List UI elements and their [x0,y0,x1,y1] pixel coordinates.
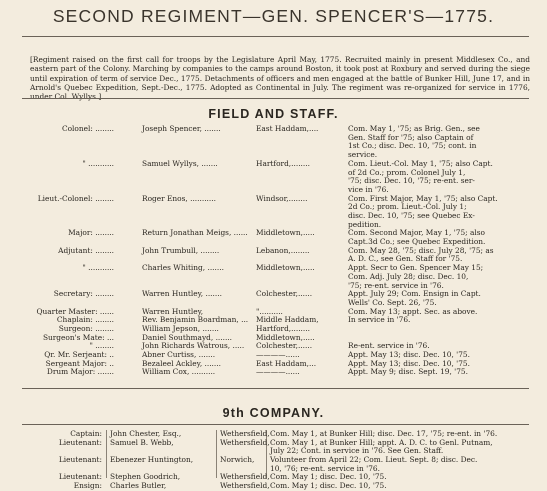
staff-service-line: Com. Lieut.-Col. May 1, '75; also Capt. [348,158,493,168]
staff-name: William Jepson, ....... [142,324,219,334]
staff-service-line: pedition. [348,219,382,229]
staff-service-line: Com. May 28, '75; disc. July 28, '75; as [348,245,494,255]
staff-role: " ........... [82,158,114,168]
company-service-line: Com. May 1; disc. Dec. 10, '75. [270,481,387,491]
staff-service-line: Appt. May 13; disc. Dec. 10, '75. [348,358,470,368]
staff-service [348,195,524,230]
field-staff-heading: FIELD AND STAFF. [208,107,339,121]
staff-role: Colonel: ........ [61,124,114,133]
staff-town: Colchester,...... [256,341,313,351]
page-title: SECOND REGIMENT—GEN. SPENCER'S—1775. [52,6,495,26]
staff-name: Bezaleel Ackley, ....... [142,358,221,368]
staff-town: Colchester,...... [256,289,313,299]
staff-role: Surgeon: ........ [58,324,114,334]
staff-service-line: Appt. July 29; Com. Ensign in Capt. [348,289,481,299]
company-service-line: 10, '76; re-ent. service in '76. [270,463,380,473]
staff-town: East Haddam,.... [256,124,319,133]
company-role: Lieutenant: [58,455,102,465]
company-row [0,439,547,456]
company-service-line: Com. May 1, at Bunker Hill; disc. Dec. 17, '75; re-ent. in '76. [270,429,498,438]
staff-service-line: vice in '76. [348,184,389,194]
staff-row [0,264,547,290]
staff-row [0,368,547,377]
staff-service-line: Re-ent. service in '76. [348,341,430,351]
staff-role: Qr. Mr. Serjeant: .. [44,350,114,360]
staff-town: Middletown,..... [256,228,315,238]
staff-name: Return Jonathan Meigs, ...... [142,228,248,238]
company-service [270,456,535,473]
staff-town: Middletown,..... [256,332,315,342]
company-name: Stephen Goodrich, [110,472,181,482]
staff-name: Charles Whiting, ....... [142,263,224,273]
staff-service-line: Capt.3d Co.; see Quebec Expedition. [348,237,486,247]
staff-service-line: Com. Second Major, May 1, '75; also [348,228,485,238]
staff-role: Lieut.-Colonel: ........ [37,193,114,203]
staff-name: Roger Enos, ........... [142,193,216,203]
staff-row [0,229,547,246]
staff-town: Middletown,..... [256,263,315,273]
staff-town: ".......... [256,306,283,316]
company-name: Ebenezer Huntington, [110,455,194,465]
staff-row [0,290,547,307]
staff-service-line: Appt. Secr to Gen. Spencer May 15; [348,263,484,273]
staff-service-line: Com. First Major, May 1, '75; also Capt. [348,193,498,203]
staff-role: " ........ [89,341,114,351]
staff-name: Abner Curtiss, ....... [142,350,216,360]
staff-service-line: A. D. C., see Gen. Staff for '75. [348,254,463,264]
staff-town: Hartford,........ [256,158,310,168]
staff-service [348,368,524,377]
staff-service [348,290,524,307]
staff-role: Adjutant: ........ [58,245,114,255]
company-role: Ensign: [73,481,102,491]
staff-town: ————...... [256,350,300,360]
company-role: Lieutenant: [58,437,102,447]
staff-town: East Haddam,... [256,358,317,368]
staff-town: Lebanon,........ [256,245,310,255]
staff-service-line: of 2d Co.; prom. Colonel July 1, [348,167,466,177]
company-heading-rule [22,424,529,425]
staff-name: Daniel Southmayd, ....... [142,332,233,342]
staff-service-line: '75; disc. Dec. 10, '75; re-ent. ser- [348,176,475,186]
staff-name: William Cox, .......... [142,367,216,377]
company-service [270,439,535,456]
company-service-line: Com. May 1; disc. Dec. 10, '75. [270,472,387,482]
company-service [270,482,535,491]
staff-service [348,264,524,290]
staff-name: Rev. Benjamin Boardman, ... [142,315,249,325]
staff-town: ————...... [256,367,300,377]
company-town: Wethersfield, [220,481,270,491]
staff-role: Major: ........ [68,228,114,238]
staff-service-line: disc. Dec. 10, '75; see Quebec Ex- [348,211,475,220]
section-divider-top [22,98,529,99]
staff-name: John Richards Watrous, ..... [142,341,245,351]
company-heading: 9th COMPANY. [222,406,325,420]
company-name: John Chester, Esq., [110,429,182,438]
staff-service [348,160,524,195]
staff-service-line: Com. May 13; appt. Sec. as above. [348,306,478,316]
company-role: Captain: [70,429,102,438]
staff-service-line: Com. Adj. July 28; disc. Dec. 10, [348,271,469,281]
staff-role: " ........... [82,263,114,273]
staff-role: Sergeant Major: .. [45,358,114,368]
staff-service-line: Com. May 1, '75; as Brig. Gen., see [348,124,480,133]
staff-service-line: Wells' Co. Sept. 26, '75. [348,297,437,307]
company-town: Wethersfield, [220,472,270,482]
staff-service-line: Gen. Staff for '75; also Captain of [348,132,474,142]
staff-service-line: In service in '76. [348,315,411,325]
staff-town: Middle Haddam, [256,315,319,325]
staff-row [0,195,547,230]
staff-service-line: 1st Co.; disc. Dec. 10, '75; cont. in [348,141,477,151]
staff-name: Warren Huntley, [142,306,204,316]
company-row [0,456,547,473]
field-staff-list [0,125,547,377]
staff-service [348,125,524,160]
staff-row [0,247,547,264]
staff-name: Joseph Spencer, ....... [142,124,221,133]
staff-role: Surgeon's Mate: ... [42,332,114,342]
staff-service-line: Appt. May 9; disc. Sept. 19, '75. [348,367,468,377]
staff-name: Warren Huntley, ....... [142,289,222,299]
staff-town: Windsor,........ [256,193,308,203]
staff-service-line: Appt. May 13; disc. Dec. 10, '75. [348,350,470,360]
regiment-introduction: [Regiment raised on the first call for troops by the Legislature April May, 1775. Recruited mainly in present Middlesex Co., and eastern part of the Colony. Marching by companies to the camps around Boston, it took post at Roxbury and served during the siege until expiration of term of service Dec., 1775. Detachments of officers and men engaged at the battle of Bunker Hill, June 17, and in Arnold's Quebec Expedition, Sept.-Dec., 1775. Adopted as Continental in July. The regiment was re-organized for service in 1776, under Col. Wyllys.] [30,55,530,102]
company-name: Charles Butler, [110,481,167,491]
staff-row [0,160,547,195]
staff-row [0,125,547,160]
company-service-line: July 22; Cont. in service in '76. See Gen. Staff. [270,446,444,456]
company-row [0,482,547,491]
company-name: Samuel B. Webb, [110,437,174,447]
company-town: Wethersfield, [220,429,270,438]
title-divider [22,36,529,37]
staff-service [348,229,524,246]
company-town: Norwich, [220,455,255,465]
staff-name: John Trumbull, ........ [142,245,220,255]
staff-service [348,247,524,264]
staff-service [348,316,524,325]
company-town: Wethersfield, [220,437,270,447]
staff-service-line: '75; re-ent. service in '76. [348,280,444,290]
staff-service-line: service. [348,150,378,160]
staff-town: Hartford,........ [256,324,310,334]
staff-role: Secretary: ........ [53,289,114,299]
staff-name: Samuel Wyllys, ....... [142,158,218,168]
staff-role: Drum Major: ....... [46,367,114,377]
company-service-line: Com. May 1, at Bunker Hill; appt. A. D. C. to Genl. Putnam, [270,437,493,447]
staff-role: Quarter Master: ...... [36,306,114,316]
staff-service-line: 2d Co.; prom. Lieut.-Col. July 1; [348,202,467,212]
section-divider-bottom [22,388,529,389]
staff-role: Chaplain: ........ [56,315,114,325]
company-role: Lieutenant: [58,472,102,482]
company-service-line: Volunteer from April 22; Com. Lieut. Sept. 8; disc. Dec. [270,455,478,465]
